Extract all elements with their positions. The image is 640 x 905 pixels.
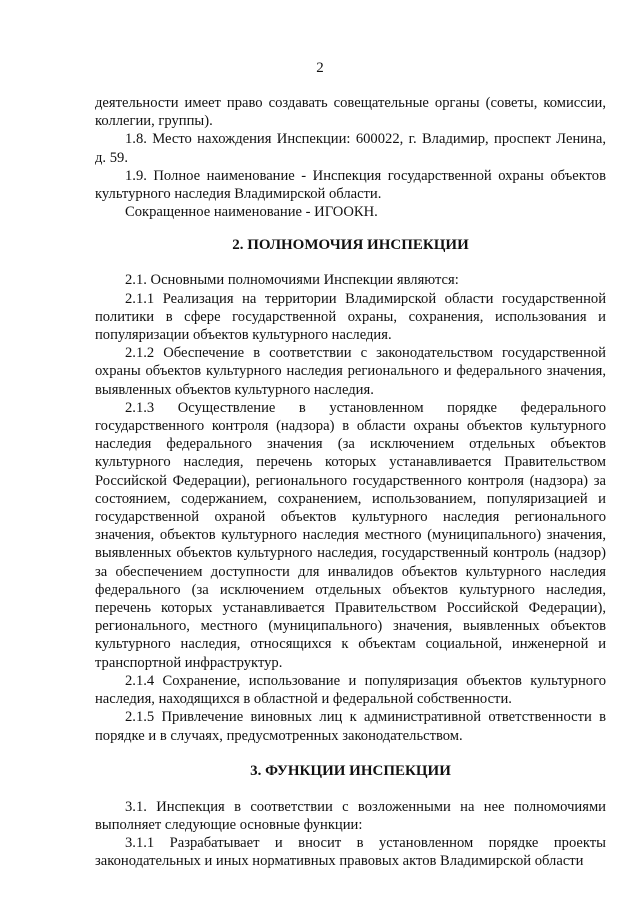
paragraph-1-9-full-name: 1.9. Полное наименование - Инспекция государственной охраны объектов культурного наследия Владимирской области. bbox=[95, 167, 606, 203]
paragraph-2-1: 2.1. Основными полномочиями Инспекции являются: bbox=[125, 272, 459, 289]
paragraph-3-1: 3.1. Инспекция в соответствии с возложенными на нее полномочиями выполняет следующие основные функции: bbox=[95, 798, 606, 833]
section-2-heading: 2. ПОЛНОМОЧИЯ ИНСПЕКЦИИ bbox=[232, 237, 469, 254]
paragraph-short-name: Сокращенное наименование - ИГООКН. bbox=[125, 204, 378, 221]
section-3-heading: 3. ФУНКЦИИ ИНСПЕКЦИИ bbox=[250, 762, 451, 779]
document-body bbox=[95, 94, 606, 871]
paragraph-2-1-1: 2.1.1 Реализация на территории Владимирской области государственной политики в сфере государственной охраны, сохранения, использования и популяризации объектов культурного наследия. bbox=[95, 290, 606, 344]
paragraph-2-1-2: 2.1.2 Обеспечение в соответствии с законодательством государственной охраны объектов культурного наследия регионального и федерального значения, выявленных объектов культурного наследия. bbox=[95, 345, 606, 398]
paragraph-2-1-3: 2.1.3 Осуществление в установленном порядке федерального государственного контроля (надзора) в области охраны объектов культурного наследия федерального значения (за исключением отдельных объектов культурного наследия, перечень которых устанавливается Правительством Российской Федерации), регионального государственного контроля (надзора) за состоянием, содержанием, сохранением, использованием, популяризацией и государственной охраной объектов культурного наследия регионального значения, объектов культурного наследия местного (муниципального) значения, выявленных объектов культурного наследия, государственный контроль (надзор) за обеспечением доступности для инвалидов объектов культурного наследия федерального (за исключением отдельных объектов культурного наследия, перечень которых устанавливается Правительством Российской Федерации), регионального, местного (муниципального) значения, выявленных объектов культурного наследия, относящихся к объектам социальной, инженерной и транспортной инфраструктур. bbox=[95, 399, 606, 671]
paragraph-3-1-1: 3.1.1 Разрабатывает и вносит в установленном порядке проекты законодательных и иных нормативных правовых актов Владимирской области bbox=[95, 835, 606, 870]
paragraph-2-1-5: 2.1.5 Привлечение виновных лиц к административной ответственности в порядке и в случаях, предусмотренных законодательством. bbox=[95, 709, 606, 744]
page-number: 2 bbox=[316, 60, 324, 76]
paragraph-continuation: деятельности имеет право создавать совещательные органы (советы, комиссии, коллегии, группы). bbox=[95, 95, 606, 130]
paragraph-1-8-location: 1.8. Место нахождения Инспекции: 600022, г. Владимир, проспект Ленина, д. 59. bbox=[95, 131, 606, 166]
paragraph-2-1-4: 2.1.4 Сохранение, использование и популяризация объектов культурного наследия, находящихся в областной и федеральной собственности. bbox=[95, 672, 606, 708]
